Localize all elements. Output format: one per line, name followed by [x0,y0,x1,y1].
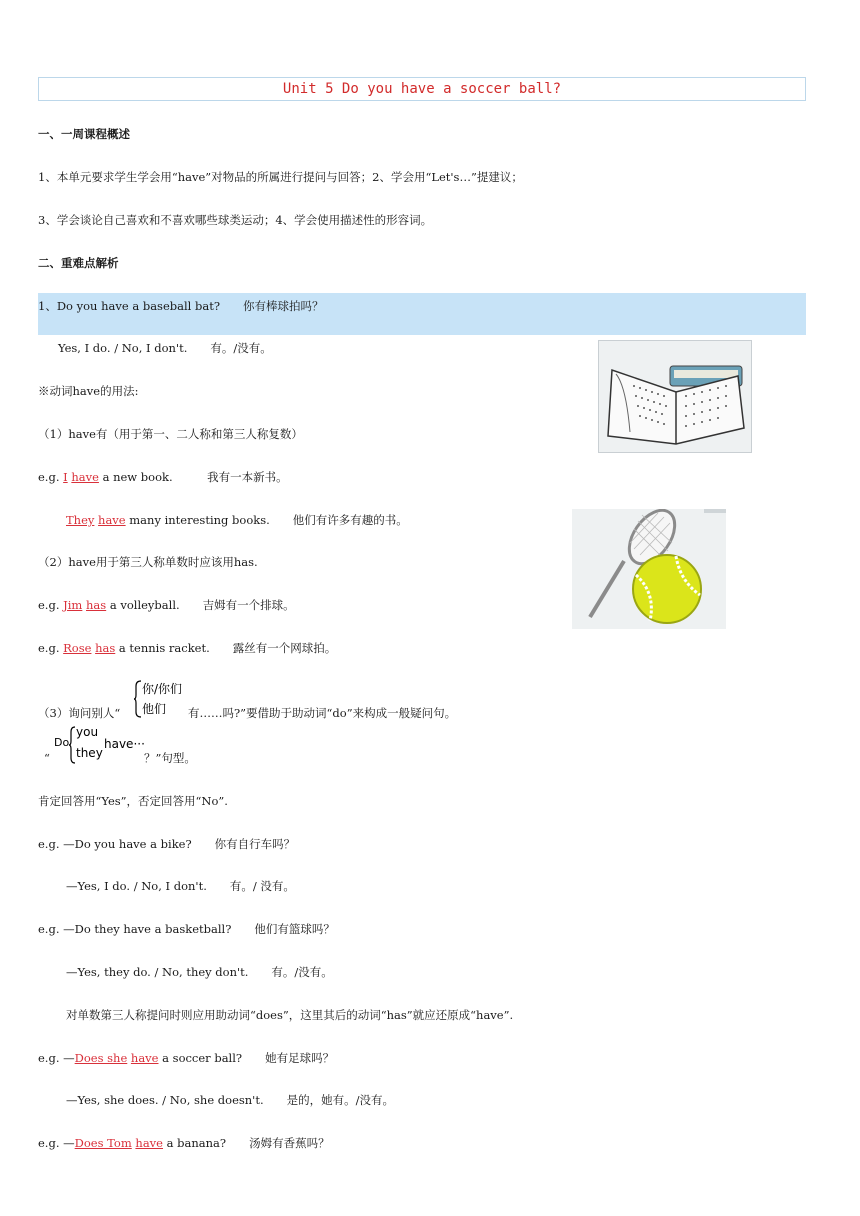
highlight-word: has [86,598,107,612]
pattern-have: have··· [104,737,145,751]
answer-rule: 肯定回答用“Yes”，否定回答用“No”. [38,794,228,808]
example-7-answer: —Yes, she does. / No, she doesn't. 是的，她有。/没有。 [66,1093,394,1107]
example-1 [38,469,288,485]
page-title: Unit 5 Do you have a soccer ball? [38,77,806,101]
example-text: a tennis racket. 露丝有一个网球拍。 [115,641,337,655]
open-book-image [598,340,752,453]
highlight-word: Jim [63,598,83,612]
highlight-word: Does Tom [74,1136,132,1150]
pattern-close: ？”句型。 [144,751,196,765]
example-2 [66,512,408,528]
example-7 [38,1050,334,1066]
highlight-word: I [63,470,68,484]
brace-option-bottom: 他们 [142,702,167,716]
highlight-word: They [66,513,95,527]
highlight-word: have [135,1136,163,1150]
pattern-do: Do [54,736,70,749]
brace-option-top: 你/你们 [142,682,183,696]
example-5-answer: —Yes, I do. / No, I don't. 有。/ 没有。 [66,879,295,893]
rule-1: （1）have有（用于第一、二人称和第三人称复数） [38,427,303,441]
example-text: a new book. 我有一本新书。 [98,470,288,484]
example-6: e.g. —Do they have a basketball? 他们有篮球吗？ [38,922,335,936]
example-6-answer: —Yes, they do. / No, they don't. 有。/没有。 [66,965,333,979]
pattern-you: you [76,725,99,739]
section-heading-keypoints: 二、重难点解析 [38,256,119,270]
example-prefix: e.g. [38,641,64,655]
highlight-word: Does she [74,1051,128,1065]
highlight-word: have [130,1051,159,1065]
pattern-open-quote: “ [44,751,50,765]
example-3 [38,597,295,613]
key-answer-1: Yes, I do. / No, I don't. 有。/没有。 [58,341,272,355]
example-text: many interesting books. 他们有许多有趣的书。 [125,513,408,527]
example-prefix: e.g. [38,598,64,612]
brace-icon [69,726,76,764]
highlight-word: Rose [63,641,92,655]
brace-icon [134,680,142,718]
example-text: a soccer ball? 她有足球吗？ [158,1051,335,1065]
tennis-racket-ball-image [572,509,726,629]
example-prefix: e.g. — [38,1136,75,1150]
overview-paragraph-2: 3、学会谈论自己喜欢和不喜欢哪些球类运动；4、学会使用描述性的形容词。 [38,213,433,227]
overview-paragraph-1: 1、本单元要求学生学会用“have”对物品的所属进行提问与回答；2、学会用“Let's…”提建议； [38,170,523,184]
example-prefix: e.g. — [38,1051,75,1065]
example-4 [38,640,336,656]
example-text: a banana? 汤姆有香蕉吗？ [163,1136,330,1150]
example-8 [38,1135,330,1151]
example-text: a volleyball. 吉姆有一个排球。 [106,598,295,612]
pattern-they: they [76,746,103,760]
example-5: e.g. —Do you have a bike? 你有自行车吗？ [38,837,296,851]
section-heading-overview: 一、一周课程概述 [38,127,130,141]
rule-3-end: 有……吗?”要借助于助动词“do”来构成一般疑问句。 [188,706,457,720]
rule-3-start: （3）询问别人“ [38,706,121,720]
highlight-word: has [95,641,116,655]
example-prefix: e.g. [38,470,64,484]
have-usage-note: ※动词have的用法: [38,384,139,398]
rule-2: （2）have用于第三人称单数时应该用has. [38,555,258,569]
key-question-1: 1、Do you have a baseball bat? 你有棒球拍吗？ [38,299,324,313]
highlight-word: have [71,470,99,484]
highlight-word: have [98,513,126,527]
does-rule: 对单数第三人称提问时则应用助动词“does”，这里其后的动词“has”就应还原成“have”. [66,1008,514,1022]
